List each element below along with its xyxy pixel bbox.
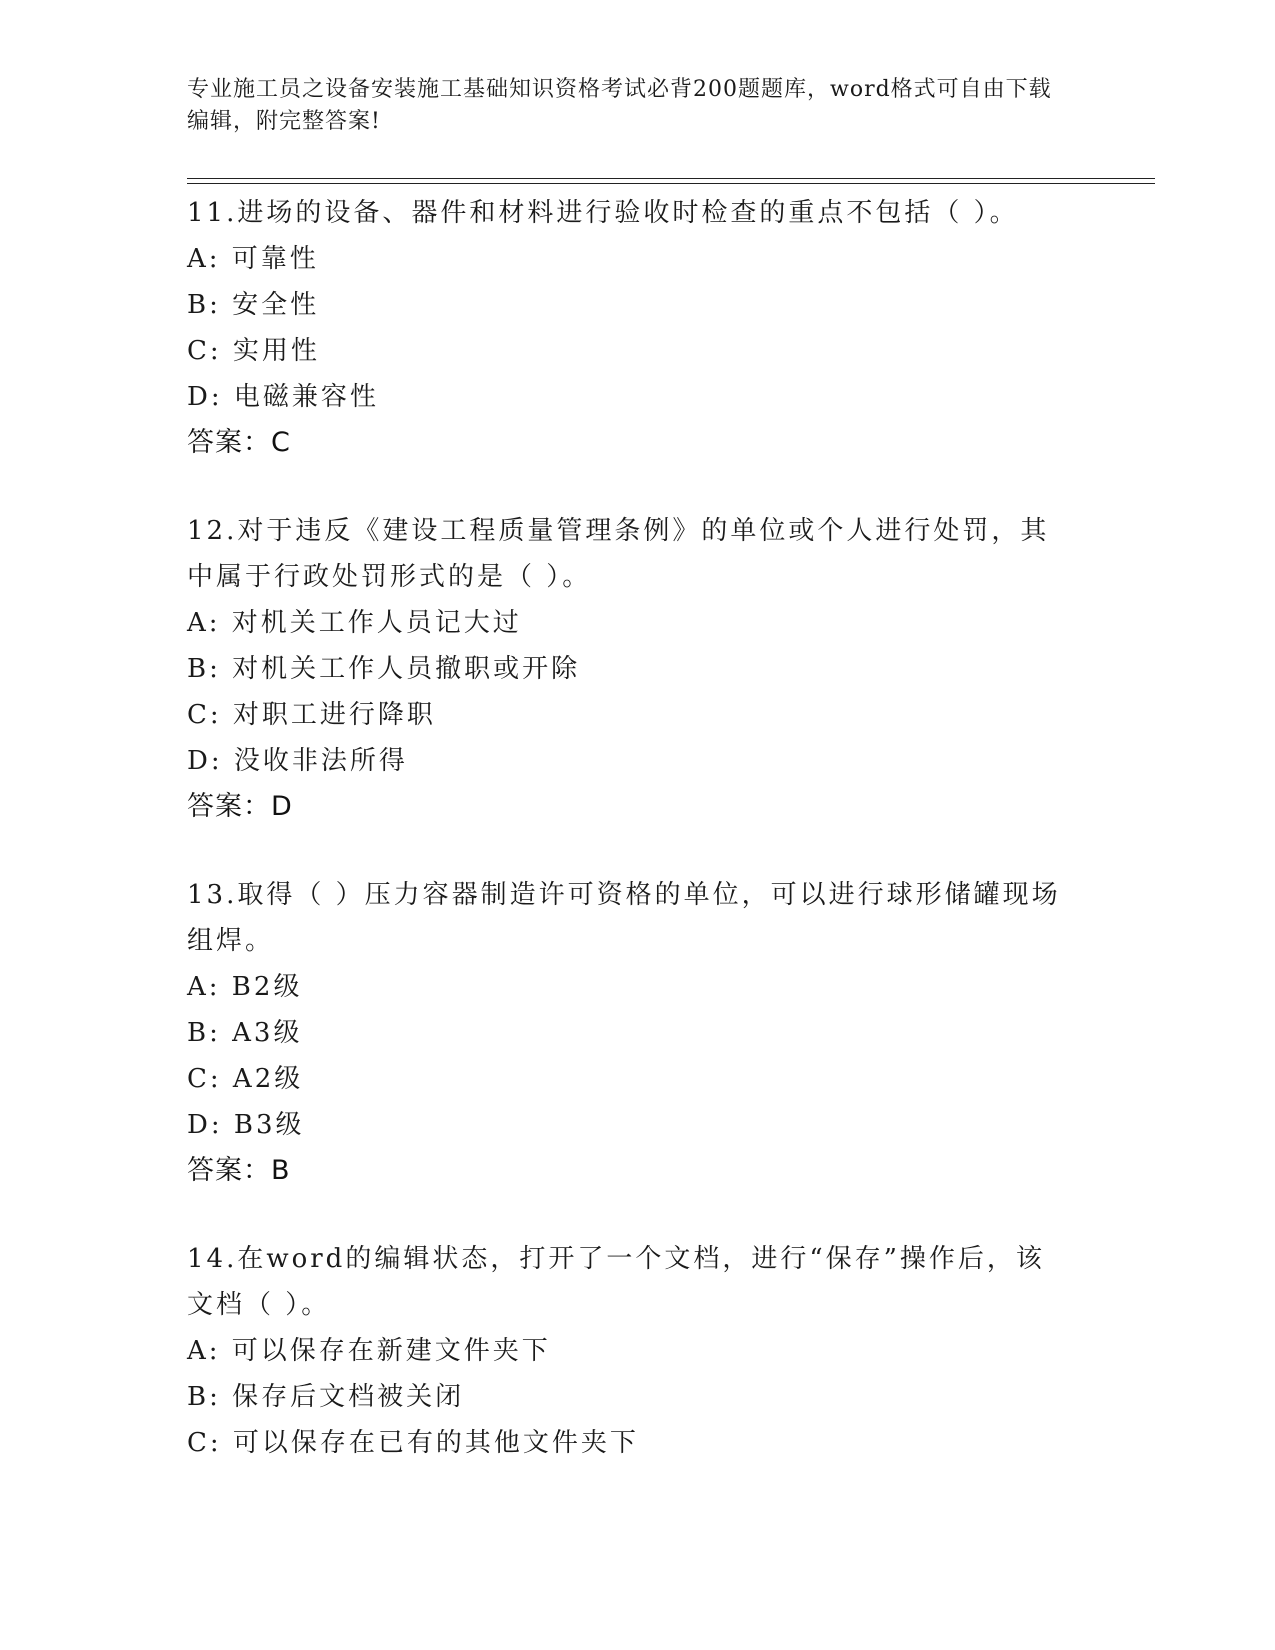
option-c: C: 可以保存在已有的其他文件夹下 xyxy=(187,1428,639,1458)
question-list xyxy=(187,190,1087,1508)
option-b: B: 安全性 xyxy=(187,290,320,320)
option-b: B: A3级 xyxy=(187,1018,303,1048)
option-b: B: 对机关工作人员撤职或开除 xyxy=(187,654,581,684)
option-a: A: 可靠性 xyxy=(187,244,319,274)
option-d: D: B3级 xyxy=(187,1110,305,1140)
option-a: A: B2级 xyxy=(187,972,303,1002)
option-d: D: 电磁兼容性 xyxy=(187,382,379,412)
question-text: 14.在word的编辑状态，打开了一个文档，进行“保存”操作后，该文档（ ）。 xyxy=(187,1244,1045,1320)
option-d: D: 没收非法所得 xyxy=(187,746,408,776)
question-13 xyxy=(187,872,1087,1194)
question-11 xyxy=(187,190,1087,466)
question-text: 13.取得（ ）压力容器制造许可资格的单位，可以进行球形储罐现场组焊。 xyxy=(187,880,1061,956)
option-b: B: 保存后文档被关闭 xyxy=(187,1382,465,1412)
option-c: C: 对职工进行降职 xyxy=(187,700,436,730)
option-c: C: 实用性 xyxy=(187,336,320,366)
option-a: A: 可以保存在新建文件夹下 xyxy=(187,1336,551,1366)
option-c: C: A2级 xyxy=(187,1064,304,1094)
answer: 答案：C xyxy=(187,427,291,458)
question-text: 11.进场的设备、器件和材料进行验收时检查的重点不包括（ ）。 xyxy=(187,198,1019,228)
document-page xyxy=(187,0,1157,1650)
answer: 答案：D xyxy=(187,791,293,822)
question-12 xyxy=(187,508,1087,830)
header-rule-top xyxy=(187,178,1155,179)
question-text: 12.对于违反《建设工程质量管理条例》的单位或个人进行处罚，其中属于行政处罚形式的是（ ）。 xyxy=(187,516,1050,592)
header-rule-bottom xyxy=(187,183,1155,184)
answer: 答案：B xyxy=(187,1155,291,1186)
document-header: 专业施工员之设备安装施工基础知识资格考试必背200题题库，word格式可自由下载编辑，附完整答案! xyxy=(187,77,1052,134)
question-14 xyxy=(187,1236,1087,1466)
option-a: A: 对机关工作人员记大过 xyxy=(187,608,522,638)
